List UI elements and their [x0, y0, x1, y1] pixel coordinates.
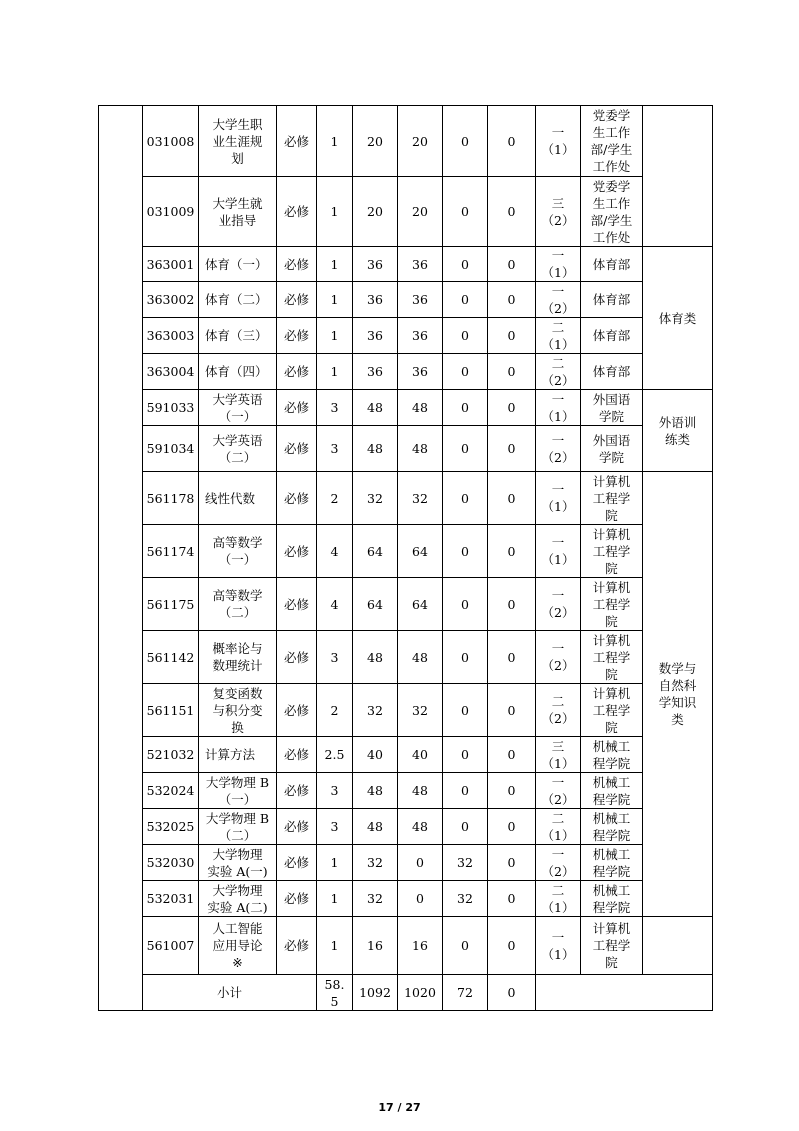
course-name: 大学生就 业指导: [199, 177, 277, 247]
course-lab-hours: 0: [443, 247, 488, 282]
course-semester: 二 （1）: [536, 881, 581, 917]
course-code: 363002: [143, 282, 199, 318]
course-type: 必修: [277, 578, 317, 631]
course-credit: 1: [317, 354, 353, 390]
course-code: 532031: [143, 881, 199, 917]
course-credit: 1: [317, 247, 353, 282]
course-name: 线性代数: [199, 472, 277, 525]
course-total-hours: 64: [353, 578, 398, 631]
course-semester: 一 （2）: [536, 631, 581, 684]
course-department: 机械工 程学院: [581, 737, 643, 773]
course-other-hours: 0: [488, 177, 536, 247]
course-total-hours: 48: [353, 773, 398, 809]
course-lab-hours: 32: [443, 845, 488, 881]
category-blank: [643, 917, 713, 975]
table-row: [99, 472, 713, 525]
course-department: 机械工 程学院: [581, 845, 643, 881]
course-other-hours: 0: [488, 773, 536, 809]
course-semester: 一 （2）: [536, 282, 581, 318]
course-other-hours: 0: [488, 684, 536, 737]
course-other-hours: 0: [488, 472, 536, 525]
course-credit: 3: [317, 631, 353, 684]
subtotal-row: [99, 975, 713, 1011]
course-lab-hours: 0: [443, 525, 488, 578]
course-lab-hours: 0: [443, 177, 488, 247]
course-department: 机械工 程学院: [581, 809, 643, 845]
course-name: 高等数学 （二）: [199, 578, 277, 631]
course-department: 计算机 工程学 院: [581, 631, 643, 684]
course-total-hours: 48: [353, 809, 398, 845]
course-credit: 4: [317, 525, 353, 578]
course-other-hours: 0: [488, 917, 536, 975]
course-lab-hours: 0: [443, 354, 488, 390]
course-lab-hours: 0: [443, 282, 488, 318]
course-department: 体育部: [581, 247, 643, 282]
course-code: 363003: [143, 318, 199, 354]
course-lab-hours: 0: [443, 917, 488, 975]
course-name: 大学物理 B （二）: [199, 809, 277, 845]
course-type: 必修: [277, 354, 317, 390]
course-type: 必修: [277, 809, 317, 845]
course-name: 计算方法: [199, 737, 277, 773]
subtotal-other-hours: 0: [488, 975, 536, 1011]
course-type: 必修: [277, 917, 317, 975]
course-lecture-hours: 48: [398, 426, 443, 472]
course-credit: 1: [317, 282, 353, 318]
course-lab-hours: 0: [443, 737, 488, 773]
course-department: 机械工 程学院: [581, 773, 643, 809]
table-row: [99, 737, 713, 773]
course-total-hours: 48: [353, 390, 398, 426]
course-lecture-hours: 16: [398, 917, 443, 975]
course-lab-hours: 0: [443, 684, 488, 737]
course-department: 党委学 生工作 部/学生 工作处: [581, 106, 643, 177]
table-row: [99, 318, 713, 354]
course-lab-hours: 0: [443, 318, 488, 354]
table-row: [99, 773, 713, 809]
category-math: 数学与 自然科 学知识 类: [643, 472, 713, 917]
course-code: 532030: [143, 845, 199, 881]
course-other-hours: 0: [488, 426, 536, 472]
course-name: 大学英语 （一）: [199, 390, 277, 426]
course-type: 必修: [277, 318, 317, 354]
course-lecture-hours: 48: [398, 809, 443, 845]
course-department: 党委学 生工作 部/学生 工作处: [581, 177, 643, 247]
course-name: 大学物理 实验 A(二): [199, 881, 277, 917]
course-lecture-hours: 64: [398, 525, 443, 578]
course-name: 体育（四）: [199, 354, 277, 390]
table-row: [99, 247, 713, 282]
course-lecture-hours: 0: [398, 881, 443, 917]
course-code: 031009: [143, 177, 199, 247]
course-total-hours: 16: [353, 917, 398, 975]
course-type: 必修: [277, 845, 317, 881]
course-code: 561007: [143, 917, 199, 975]
course-semester: 三 （1）: [536, 737, 581, 773]
category-pe: 体育类: [643, 247, 713, 390]
course-name: 复变函数 与积分变 换: [199, 684, 277, 737]
course-name: 体育（二）: [199, 282, 277, 318]
course-semester: 一 （2）: [536, 845, 581, 881]
course-type: 必修: [277, 684, 317, 737]
course-type: 必修: [277, 525, 317, 578]
course-code: 521032: [143, 737, 199, 773]
course-total-hours: 32: [353, 845, 398, 881]
course-department: 体育部: [581, 282, 643, 318]
table-row: [99, 881, 713, 917]
course-lecture-hours: 48: [398, 773, 443, 809]
course-lecture-hours: 32: [398, 472, 443, 525]
course-code: 561174: [143, 525, 199, 578]
course-total-hours: 32: [353, 881, 398, 917]
course-code: 561151: [143, 684, 199, 737]
course-credit: 2: [317, 472, 353, 525]
course-type: 必修: [277, 737, 317, 773]
course-type: 必修: [277, 773, 317, 809]
course-code: 031008: [143, 106, 199, 177]
course-lecture-hours: 48: [398, 631, 443, 684]
page-number: 17 / 27: [378, 1101, 421, 1114]
course-credit: 1: [317, 881, 353, 917]
course-code: 363001: [143, 247, 199, 282]
course-other-hours: 0: [488, 318, 536, 354]
course-semester: 一 （1）: [536, 917, 581, 975]
subtotal-credit: 58. 5: [317, 975, 353, 1011]
course-total-hours: 32: [353, 684, 398, 737]
table-row: [99, 684, 713, 737]
course-lecture-hours: 48: [398, 390, 443, 426]
course-other-hours: 0: [488, 525, 536, 578]
course-code: 532025: [143, 809, 199, 845]
subtotal-lab-hours: 72: [443, 975, 488, 1011]
course-table: [98, 105, 713, 1011]
table-row: [99, 390, 713, 426]
course-name: 高等数学 （一）: [199, 525, 277, 578]
course-name: 大学生职 业生涯规 划: [199, 106, 277, 177]
course-total-hours: 32: [353, 472, 398, 525]
course-lecture-hours: 20: [398, 177, 443, 247]
table-row: [99, 177, 713, 247]
category-blank: [643, 106, 713, 247]
course-lecture-hours: 36: [398, 354, 443, 390]
course-name: 大学英语 （二）: [199, 426, 277, 472]
course-department: 外国语 学院: [581, 426, 643, 472]
course-other-hours: 0: [488, 737, 536, 773]
course-semester: 一 （1）: [536, 472, 581, 525]
course-total-hours: 20: [353, 177, 398, 247]
subtotal-blank: [536, 975, 713, 1011]
course-name: 体育（一）: [199, 247, 277, 282]
course-code: 591033: [143, 390, 199, 426]
course-department: 机械工 程学院: [581, 881, 643, 917]
course-credit: 1: [317, 318, 353, 354]
course-credit: 3: [317, 426, 353, 472]
course-other-hours: 0: [488, 631, 536, 684]
course-code: 532024: [143, 773, 199, 809]
course-type: 必修: [277, 177, 317, 247]
course-credit: 3: [317, 390, 353, 426]
course-total-hours: 36: [353, 247, 398, 282]
table-row: [99, 845, 713, 881]
course-type: 必修: [277, 426, 317, 472]
course-other-hours: 0: [488, 390, 536, 426]
table-row: [99, 917, 713, 975]
course-lab-hours: 0: [443, 578, 488, 631]
course-other-hours: 0: [488, 809, 536, 845]
course-lecture-hours: 40: [398, 737, 443, 773]
course-credit: 1: [317, 845, 353, 881]
course-lab-hours: 0: [443, 106, 488, 177]
course-department: 计算机 工程学 院: [581, 472, 643, 525]
course-code: 561178: [143, 472, 199, 525]
table-row: [99, 282, 713, 318]
course-lab-hours: 0: [443, 426, 488, 472]
course-type: 必修: [277, 106, 317, 177]
course-lab-hours: 32: [443, 881, 488, 917]
course-semester: 一 （1）: [536, 106, 581, 177]
course-type: 必修: [277, 390, 317, 426]
course-credit: 1: [317, 917, 353, 975]
course-lecture-hours: 32: [398, 684, 443, 737]
table-row: [99, 106, 713, 177]
course-other-hours: 0: [488, 354, 536, 390]
course-other-hours: 0: [488, 578, 536, 631]
course-other-hours: 0: [488, 282, 536, 318]
subtotal-label: 小计: [143, 975, 317, 1011]
course-total-hours: 40: [353, 737, 398, 773]
course-lecture-hours: 64: [398, 578, 443, 631]
course-semester: 一 （2）: [536, 773, 581, 809]
course-credit: 1: [317, 177, 353, 247]
course-department: 体育部: [581, 354, 643, 390]
course-other-hours: 0: [488, 881, 536, 917]
course-name: 概率论与 数理统计: [199, 631, 277, 684]
course-lecture-hours: 36: [398, 247, 443, 282]
course-department: 计算机 工程学 院: [581, 578, 643, 631]
table-row: [99, 631, 713, 684]
course-credit: 3: [317, 773, 353, 809]
course-type: 必修: [277, 881, 317, 917]
table-row: [99, 426, 713, 472]
course-department: 计算机 工程学 院: [581, 917, 643, 975]
course-name: 大学物理 B （一）: [199, 773, 277, 809]
course-other-hours: 0: [488, 247, 536, 282]
course-lab-hours: 0: [443, 631, 488, 684]
course-credit: 2.5: [317, 737, 353, 773]
course-code: 561142: [143, 631, 199, 684]
course-lab-hours: 0: [443, 390, 488, 426]
subtotal-lecture-hours: 1020: [398, 975, 443, 1011]
course-name: 体育（三）: [199, 318, 277, 354]
course-semester: 二 （2）: [536, 684, 581, 737]
course-semester: 一 （1）: [536, 525, 581, 578]
course-semester: 一 （1）: [536, 390, 581, 426]
course-lecture-hours: 0: [398, 845, 443, 881]
subtotal-total-hours: 1092: [353, 975, 398, 1011]
course-type: 必修: [277, 282, 317, 318]
table-row: [99, 809, 713, 845]
course-credit: 2: [317, 684, 353, 737]
course-semester: 一 （1）: [536, 247, 581, 282]
course-department: 计算机 工程学 院: [581, 525, 643, 578]
course-semester: 二 （2）: [536, 354, 581, 390]
course-credit: 1: [317, 106, 353, 177]
course-total-hours: 36: [353, 282, 398, 318]
table-row: [99, 525, 713, 578]
course-total-hours: 36: [353, 354, 398, 390]
category-foreign: 外语训 练类: [643, 390, 713, 472]
course-lab-hours: 0: [443, 773, 488, 809]
course-lecture-hours: 36: [398, 318, 443, 354]
course-total-hours: 48: [353, 426, 398, 472]
course-other-hours: 0: [488, 845, 536, 881]
course-lecture-hours: 36: [398, 282, 443, 318]
course-credit: 4: [317, 578, 353, 631]
course-name: 人工智能 应用导论 ※: [199, 917, 277, 975]
course-semester: 一 （2）: [536, 578, 581, 631]
course-lab-hours: 0: [443, 472, 488, 525]
course-semester: 二 （1）: [536, 809, 581, 845]
course-type: 必修: [277, 472, 317, 525]
course-lab-hours: 0: [443, 809, 488, 845]
course-semester: 二 （1）: [536, 318, 581, 354]
course-semester: 一 （2）: [536, 426, 581, 472]
course-semester: 三 （2）: [536, 177, 581, 247]
course-total-hours: 48: [353, 631, 398, 684]
course-name: 大学物理 实验 A(一): [199, 845, 277, 881]
course-total-hours: 36: [353, 318, 398, 354]
course-department: 计算机 工程学 院: [581, 684, 643, 737]
course-department: 体育部: [581, 318, 643, 354]
course-other-hours: 0: [488, 106, 536, 177]
course-lecture-hours: 20: [398, 106, 443, 177]
course-code: 591034: [143, 426, 199, 472]
module-column: [99, 106, 143, 1011]
course-type: 必修: [277, 247, 317, 282]
course-department: 外国语 学院: [581, 390, 643, 426]
course-total-hours: 64: [353, 525, 398, 578]
course-type: 必修: [277, 631, 317, 684]
table-row: [99, 354, 713, 390]
course-code: 363004: [143, 354, 199, 390]
table-row: [99, 578, 713, 631]
course-credit: 3: [317, 809, 353, 845]
course-code: 561175: [143, 578, 199, 631]
course-total-hours: 20: [353, 106, 398, 177]
